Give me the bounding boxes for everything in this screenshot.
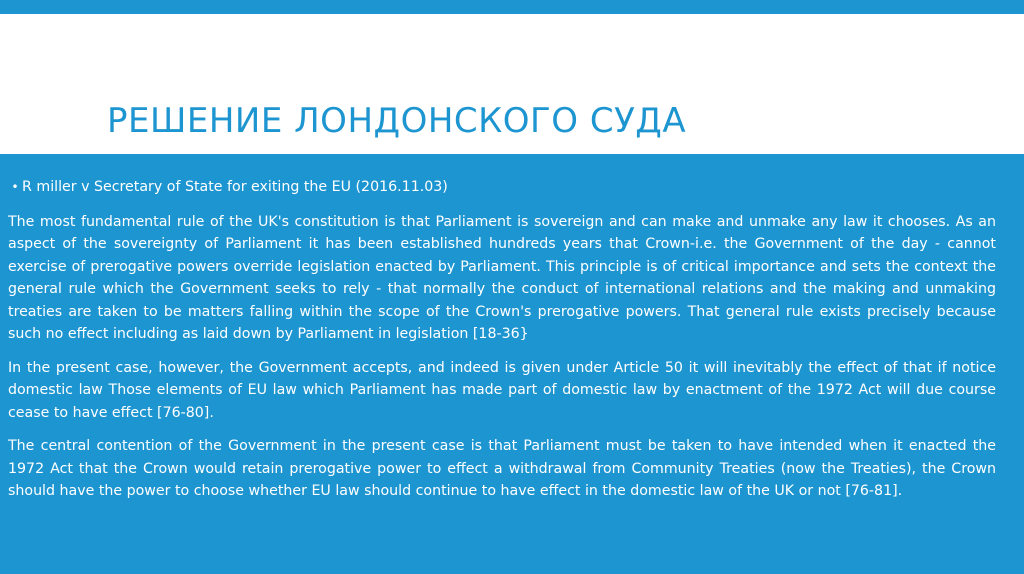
title-area [0, 14, 1024, 154]
case-citation: R miller v Secretary of State for exiting the EU (2016.11.03) [22, 179, 448, 195]
paragraph-3: The central contention of the Government in the present case is that Parliament must be taken to have intended when it enacted the 1972 Act that the Crown would retain prerogative power to effect a withdrawal from Community Treaties (now the Treaties), the Crown should have the power to choose whether EU law should continue to have effect in the domestic law of the UK or not [76-81]. [8, 438, 996, 499]
content-area [0, 154, 1024, 574]
content-text [8, 176, 996, 503]
paragraph-1: The most fundamental rule of the UK's constitution is that Parliament is sovereign and can make and unmake any law it chooses. As an aspect of the sovereignty of Parliament it has been established hundreds years that Crown-i.e. the Government of the day - cannot exercise of prerogative powers override legislation enacted by Parliament. This principle is of critical importance and sets the context the general rule which the Government seeks to rely - that normally the conduct of international relations and the making and unmaking treaties are taken to be matters falling within the scope of the Crown's prerogative powers. That general rule exists precisely because such no effect including as laid down by Parliament in legislation [18-36} [8, 213, 996, 342]
bullet-icon: • [11, 180, 19, 194]
slide-title: РЕШЕНИЕ ЛОНДОНСКОГО СУДА [107, 100, 687, 141]
bullet-item [8, 176, 996, 199]
top-accent-bar [0, 0, 1024, 14]
paragraph-2: In the present case, however, the Government accepts, and indeed is given under Article 50 it will inevitably the effect of that if notice domestic law Those elements of EU law which Parliament has made part of domestic law by enactment of the 1972 Act will due course cease to have effect [76-80]. [8, 359, 996, 421]
